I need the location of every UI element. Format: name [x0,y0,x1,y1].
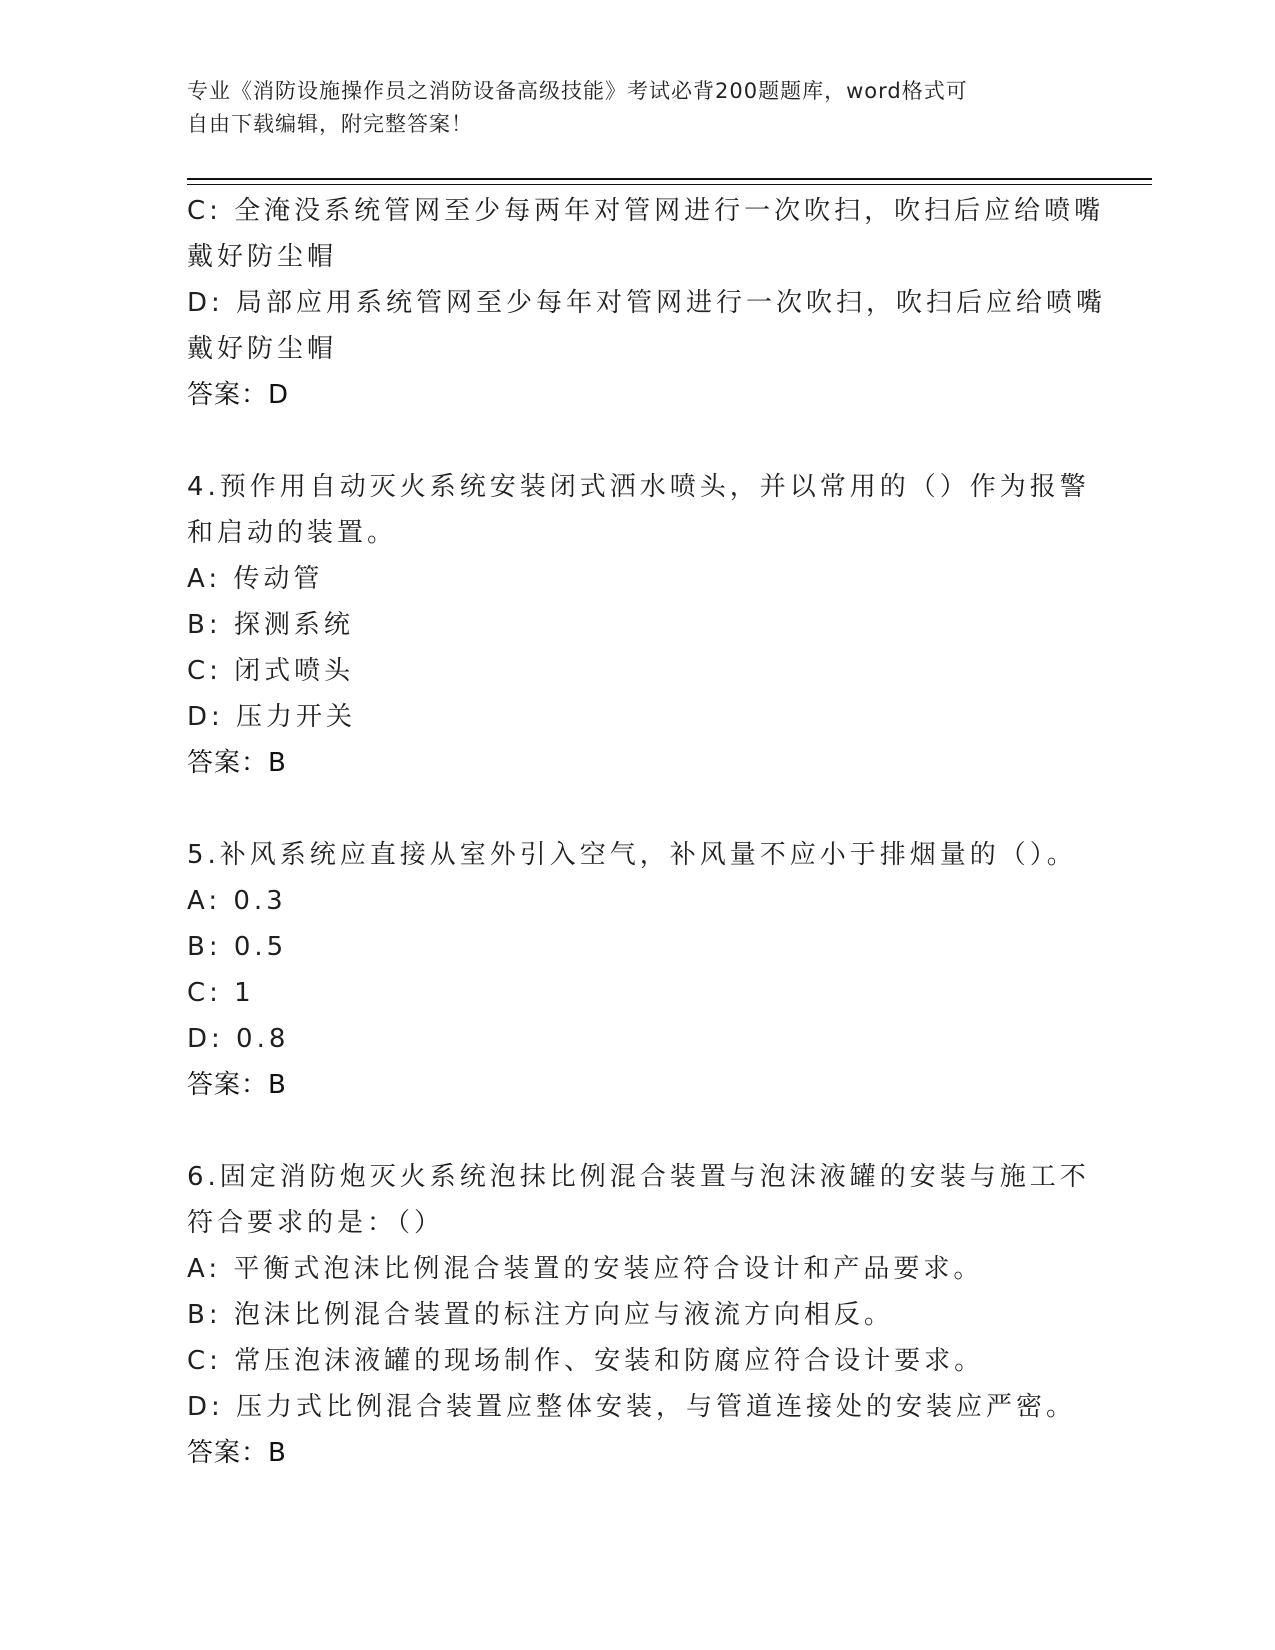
question-stem: 5.补风系统应直接从室外引入空气，补风量不应小于排烟量的（）。 [187,840,1077,870]
question-stem-line-2: 符合要求的是：（） [187,1208,445,1238]
option-c-line-1: C: 全淹没系统管网至少每两年对管网进行一次吹扫，吹扫后应给喷嘴 [187,196,1105,226]
option-a: A: 传动管 [187,564,324,594]
answer: 答案：D [187,380,290,410]
option-b: B: 0.5 [187,932,288,962]
spacer [187,418,1087,464]
question-stem-line-1: 6.固定消防炮灭火系统泡抹比例混合装置与泡沫液罐的安装与施工不 [187,1162,1090,1192]
option-b: B: 泡沫比例混合装置的标注方向应与液流方向相反。 [187,1300,894,1330]
option-c: C: 常压泡沫液罐的现场制作、安装和防腐应符合设计要求。 [187,1346,985,1376]
document-header [187,75,1067,141]
answer: 答案：B [187,1070,287,1100]
spacer [187,786,1087,832]
question-3-tail [187,188,1107,418]
option-d: D: 压力开关 [187,702,357,732]
spacer [187,1108,1087,1154]
header-line-2: 自由下载编辑，附完整答案！ [187,112,473,136]
answer: 答案：B [187,1438,287,1468]
option-c-line-2: 戴好防尘帽 [187,242,338,272]
option-d-line-1: D: 局部应用系统管网至少每年对管网进行一次吹扫，吹扫后应给喷嘴 [187,288,1107,318]
question-content [187,188,1107,1476]
answer: 答案：B [187,748,287,778]
question-5 [187,832,1087,1108]
header-rule-thick [187,178,1152,180]
header-rule-thin [187,184,1152,185]
question-stem-line-2: 和启动的装置。 [187,518,398,548]
header-line-1: 专业《消防设施操作员之消防设备高级技能》考试必背200题题库，word格式可 [187,79,968,103]
option-a: A: 平衡式泡沫比例混合装置的安装应符合设计和产品要求。 [187,1254,984,1284]
question-6 [187,1154,1090,1476]
option-d-line-2: 戴好防尘帽 [187,334,338,364]
option-a: A: 0.3 [187,886,287,916]
option-d: D: 压力式比例混合装置应整体安装，与管道连接处的安装应严密。 [187,1392,1077,1422]
question-4 [187,464,1090,786]
option-c: C: 1 [187,978,255,1008]
option-b: B: 探测系统 [187,610,354,640]
question-stem-line-1: 4.预作用自动灭火系统安装闭式洒水喷头，并以常用的（）作为报警 [187,472,1090,502]
option-c: C: 闭式喷头 [187,656,355,686]
option-d: D: 0.8 [187,1024,290,1054]
